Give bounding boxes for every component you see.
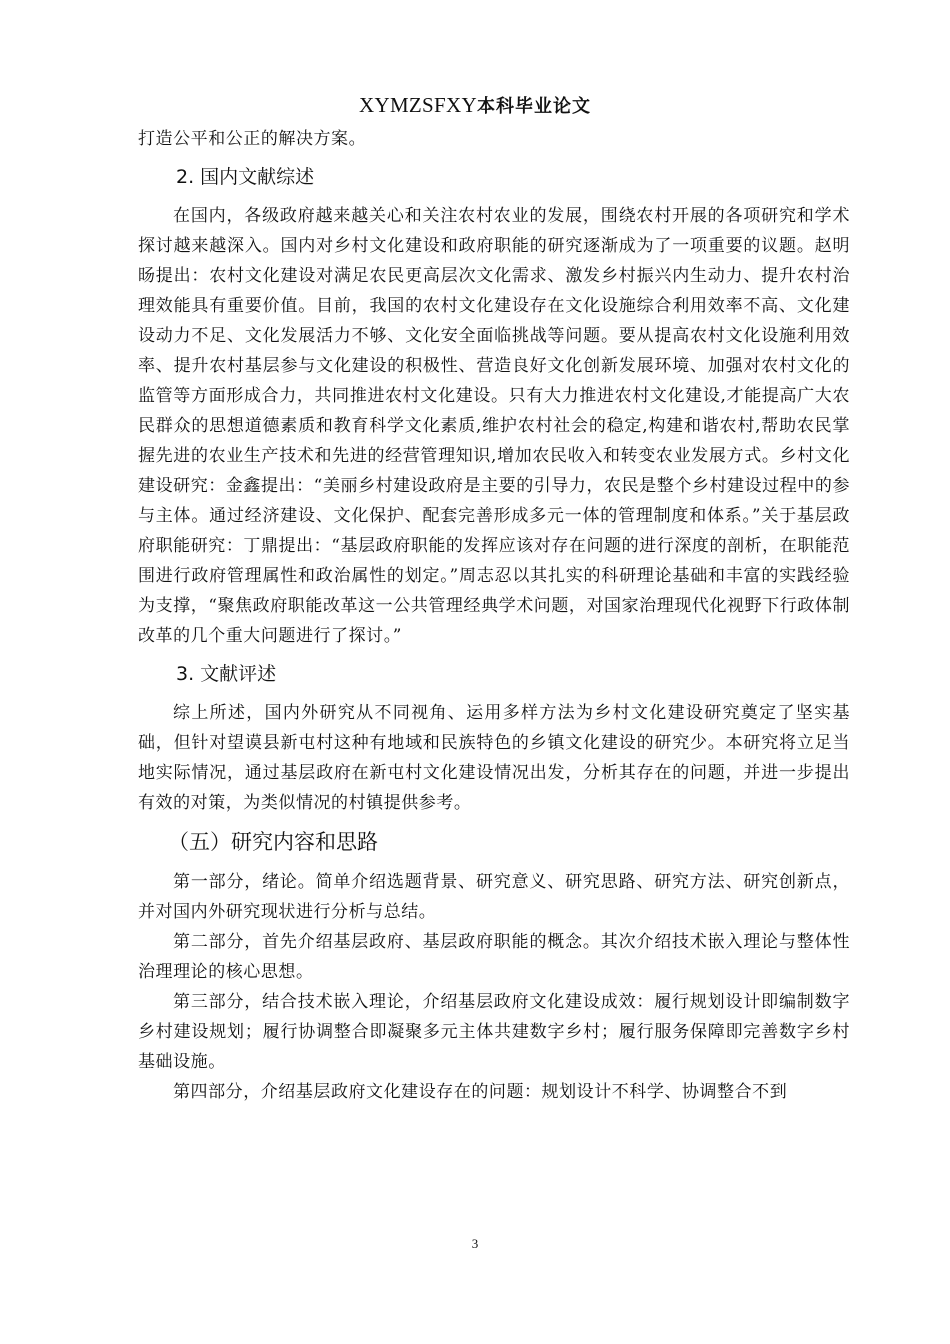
intro-ending-paragraph: 打造公平和公正的解决方案。 bbox=[138, 129, 367, 149]
section-heading-research-content: （五）研究内容和思路 bbox=[168, 830, 378, 854]
running-header bbox=[0, 92, 950, 120]
literature-review-paragraph: 综上所述，国内外研究从不同视角、运用多样方法为乡村文化建设研究奠定了坚实基础，但针对望谟县新屯村这种有地域和民族特色的乡镇文化建设的研究少。本研究将立足当地实际情况，通过基层政府在新屯村文化建设情况出发，分析其存在的问题，并进一步提出有效的对策，为类似情况的村镇提供参考。 bbox=[138, 703, 850, 813]
part-three-paragraph: 第三部分，结合技术嵌入理论，介绍基层政府文化建设成效：履行规划设计即编制数字乡村建设规划；履行协调整合即凝聚多元主体共建数字乡村；履行服务保障即完善数字乡村基础设施。 bbox=[138, 992, 850, 1072]
header-latin: XYMZSFXY bbox=[359, 93, 477, 117]
part-two-paragraph: 第二部分，首先介绍基层政府、基层政府职能的概念。其次介绍技术嵌入理论与整体性治理理论的核心思想。 bbox=[138, 932, 850, 982]
header-title: 本科毕业论文 bbox=[476, 96, 591, 117]
section-heading-domestic-literature: 2. 国内文献综述 bbox=[176, 166, 315, 188]
domestic-literature-paragraph: 在国内，各级政府越来越关心和关注农村农业的发展，围绕农村开展的各项研究和学术探讨越来越深入。国内对乡村文化建设和政府职能的研究逐渐成为了一项重要的议题。赵明旸提出：农村文化建设对满足农民更高层次文化需求、激发乡村振兴内生动力、提升农村治理效能具有重要价值。目前，我国的农村文化建设存在文化设施综合利用效率不高、文化建设动力不足、文化发展活力不够、文化安全面临挑战等问题。要从提高农村文化设施利用效率、提升农村基层参与文化建设的积极性、营造良好文化创新发展环境、加强对农村文化的监管等方面形成合力，共同推进农村文化建设。只有大力推进农村文化建设,才能提高广大农民群众的思想道德素质和教育科学文化素质,维护农村社会的稳定,构建和谐农村,帮助农民掌握先进的农业生产技术和先进的经营管理知识,增加农民收入和转变农业发展方式。乡村文化建设研究：金鑫提出：“美丽乡村建设政府是主要的引导力，农民是整个乡村建设过程中的参与主体。通过经济建设、文化保护、配套完善形成多元一体的管理制度和体系。”关于基层政府职能研究：丁鼎提出：“基层政府职能的发挥应该对存在问题的进行深度的剖析，在职能范围进行政府管理属性和政治属性的划定。”周志忍以其扎实的科研理论基础和丰富的实践经验为支撑，“聚焦政府职能改革这一公共管理经典学术问题，对国家治理现代化视野下行政体制改革的几个重大问题进行了探讨。” bbox=[138, 206, 850, 646]
part-four-paragraph: 第四部分，介绍基层政府文化建设存在的问题：规划设计不科学、协调整合不到 bbox=[173, 1082, 788, 1102]
part-one-paragraph: 第一部分，绪论。简单介绍选题背景、研究意义、研究思路、研究方法、研究创新点，并对国内外研究现状进行分析与总结。 bbox=[138, 872, 850, 922]
section-heading-literature-review: 3. 文献评述 bbox=[176, 663, 277, 685]
page-number: 3 bbox=[471, 1236, 479, 1251]
document-body bbox=[138, 124, 850, 1107]
